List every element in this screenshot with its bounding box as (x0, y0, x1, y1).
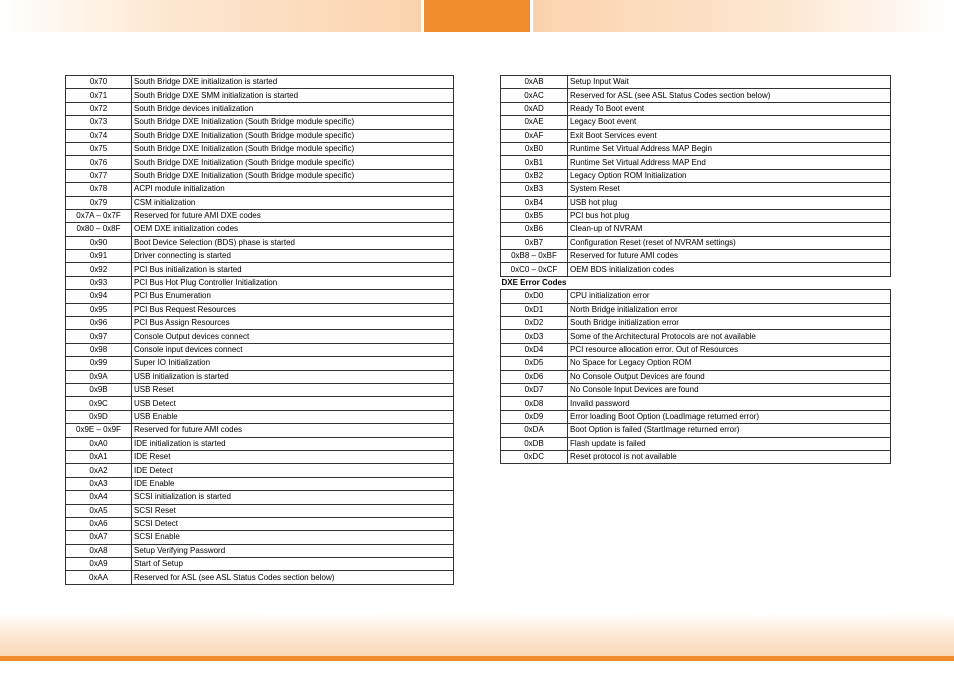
code-description: IDE Reset (132, 450, 454, 463)
code-description: Some of the Architectural Protocols are not available (568, 330, 891, 343)
code-description: Legacy Boot event (568, 116, 891, 129)
code-description: Start of Setup (132, 558, 454, 571)
code-description: ACPI module initialization (132, 183, 454, 196)
table-row (66, 223, 454, 236)
status-code: 0xB4 (501, 196, 568, 209)
status-code: 0x97 (66, 330, 132, 343)
status-code: 0x7A – 0x7F (66, 209, 132, 222)
code-description: Driver connecting is started (132, 250, 454, 263)
table-row (66, 450, 454, 463)
table-row (66, 236, 454, 249)
table-row (501, 196, 891, 209)
code-description: SCSI initialization is started (132, 491, 454, 504)
footer-band (0, 612, 954, 658)
code-description: No Console Input Devices are found (568, 383, 891, 396)
table-row (66, 357, 454, 370)
table-row (66, 397, 454, 410)
table-row (66, 129, 454, 142)
status-code: 0x9A (66, 370, 132, 383)
status-code: 0x95 (66, 303, 132, 316)
table-row (66, 209, 454, 222)
table-row (66, 410, 454, 423)
table-row (501, 129, 891, 142)
code-description: Reset protocol is not available (568, 450, 891, 463)
code-description: USB hot plug (568, 196, 891, 209)
table-row (66, 504, 454, 517)
code-description: Reserved for future AMI codes (132, 424, 454, 437)
header-band-left (0, 0, 421, 32)
code-description: Super IO Initialization (132, 357, 454, 370)
status-code: 0x9E – 0x9F (66, 424, 132, 437)
table-row (66, 383, 454, 396)
table-row (66, 544, 454, 557)
table-row (66, 263, 454, 276)
status-code: 0xD7 (501, 383, 568, 396)
table-row (66, 156, 454, 169)
status-code: 0xDC (501, 450, 568, 463)
table-row (66, 317, 454, 330)
status-code: 0x9D (66, 410, 132, 423)
status-code: 0x75 (66, 142, 132, 155)
table-row (501, 156, 891, 169)
table-row (501, 236, 891, 249)
table-row (501, 410, 891, 423)
table-row (501, 76, 891, 89)
code-description: South Bridge initialization error (568, 317, 891, 330)
code-description: Reserved for future AMI codes (568, 250, 891, 263)
code-description: Console input devices connect (132, 343, 454, 356)
table-row (501, 263, 891, 276)
status-code: 0xB3 (501, 183, 568, 196)
code-description: PCI bus hot plug (568, 209, 891, 222)
code-description: PCI Bus Hot Plug Controller Initialization (132, 276, 454, 289)
status-code: 0xA0 (66, 437, 132, 450)
code-description: PCI Bus initialization is started (132, 263, 454, 276)
table-row (501, 102, 891, 115)
table-row (501, 116, 891, 129)
code-description: USB Enable (132, 410, 454, 423)
code-description: Runtime Set Virtual Address MAP Begin (568, 142, 891, 155)
table-row (501, 357, 891, 370)
table-row (501, 330, 891, 343)
status-code: 0xAC (501, 89, 568, 102)
table-row (501, 183, 891, 196)
code-description: Configuration Reset (reset of NVRAM settings) (568, 236, 891, 249)
table-row (501, 383, 891, 396)
status-code: 0xC0 – 0xCF (501, 263, 568, 276)
footer-accent-bar (0, 656, 954, 661)
code-description: No Space for Legacy Option ROM (568, 357, 891, 370)
status-code: 0xAF (501, 129, 568, 142)
status-code: 0xA4 (66, 491, 132, 504)
table-row (66, 276, 454, 289)
status-code: 0xD2 (501, 317, 568, 330)
status-code: 0xAA (66, 571, 132, 584)
status-code: 0xA8 (66, 544, 132, 557)
code-description: Boot Device Selection (BDS) phase is started (132, 236, 454, 249)
code-description: South Bridge DXE initialization is started (132, 76, 454, 89)
status-code: 0xB2 (501, 169, 568, 182)
table-row (66, 424, 454, 437)
table-row (66, 531, 454, 544)
code-description: OEM DXE initialization codes (132, 223, 454, 236)
code-description: CSM initialization (132, 196, 454, 209)
table-row (501, 169, 891, 182)
status-code: 0x78 (66, 183, 132, 196)
table-row (66, 183, 454, 196)
status-code: 0x96 (66, 317, 132, 330)
code-description: Invalid password (568, 397, 891, 410)
table-row (501, 343, 891, 356)
status-code: 0x76 (66, 156, 132, 169)
table-row (66, 89, 454, 102)
code-description: PCI Bus Assign Resources (132, 317, 454, 330)
code-description: IDE Detect (132, 464, 454, 477)
status-code: 0xD3 (501, 330, 568, 343)
table-row (66, 370, 454, 383)
status-code: 0xD0 (501, 290, 568, 303)
table-row (66, 102, 454, 115)
code-description: Reserved for ASL (see ASL Status Codes section below) (132, 571, 454, 584)
status-code: 0x80 – 0x8F (66, 223, 132, 236)
code-description: South Bridge DXE Initialization (South Bridge module specific) (132, 142, 454, 155)
table-row (66, 571, 454, 584)
status-code: 0x93 (66, 276, 132, 289)
status-code: 0xA7 (66, 531, 132, 544)
table-row (501, 303, 891, 316)
status-code: 0x92 (66, 263, 132, 276)
code-description: North Bridge initialization error (568, 303, 891, 316)
status-code: 0xB6 (501, 223, 568, 236)
code-description: South Bridge devices initialization (132, 102, 454, 115)
header-tab-accent (424, 0, 530, 32)
code-description: PCI Bus Enumeration (132, 290, 454, 303)
code-description: USB Reset (132, 383, 454, 396)
code-description: IDE initialization is started (132, 437, 454, 450)
status-code: 0xAB (501, 76, 568, 89)
code-description: No Console Output Devices are found (568, 370, 891, 383)
status-code: 0xD9 (501, 410, 568, 423)
status-code: 0x9B (66, 383, 132, 396)
status-code: 0x9C (66, 397, 132, 410)
status-code: 0x94 (66, 290, 132, 303)
status-code: 0x73 (66, 116, 132, 129)
code-description: Setup Input Wait (568, 76, 891, 89)
status-code: 0xD4 (501, 343, 568, 356)
table-row (501, 437, 891, 450)
table-row (501, 397, 891, 410)
status-code: 0x79 (66, 196, 132, 209)
status-code: 0x71 (66, 89, 132, 102)
code-description: South Bridge DXE Initialization (South Bridge module specific) (132, 116, 454, 129)
post-code-table-left (65, 75, 454, 585)
code-description: Reserved for future AMI DXE codes (132, 209, 454, 222)
table-row (66, 517, 454, 530)
code-description: Reserved for ASL (see ASL Status Codes section below) (568, 89, 891, 102)
code-description: Error loading Boot Option (LoadImage returned error) (568, 410, 891, 423)
status-code: 0xB5 (501, 209, 568, 222)
code-description: Setup Verifying Password (132, 544, 454, 557)
status-code: 0x99 (66, 357, 132, 370)
code-description: Ready To Boot event (568, 102, 891, 115)
status-code: 0xB0 (501, 142, 568, 155)
table-row (66, 558, 454, 571)
table-row (66, 491, 454, 504)
table-row (501, 209, 891, 222)
code-description: IDE Enable (132, 477, 454, 490)
table-row (501, 424, 891, 437)
status-code: 0xD6 (501, 370, 568, 383)
table-row (66, 437, 454, 450)
table-row (66, 196, 454, 209)
code-description: Legacy Option ROM Initialization (568, 169, 891, 182)
status-code: 0xD8 (501, 397, 568, 410)
table-row (66, 303, 454, 316)
code-description: South Bridge DXE SMM initialization is started (132, 89, 454, 102)
code-description: SCSI Enable (132, 531, 454, 544)
status-code: 0x98 (66, 343, 132, 356)
table-row (66, 464, 454, 477)
code-description: Boot Option is failed (StartImage returned error) (568, 424, 891, 437)
status-code: 0x74 (66, 129, 132, 142)
status-code: 0xDA (501, 424, 568, 437)
status-code: 0xB1 (501, 156, 568, 169)
section-header-row (501, 276, 891, 289)
table-row (501, 317, 891, 330)
status-code: 0xB8 – 0xBF (501, 250, 568, 263)
table-row (66, 343, 454, 356)
table-row (66, 330, 454, 343)
code-description: USB initialization is started (132, 370, 454, 383)
table-row (66, 116, 454, 129)
header-band-right (533, 0, 954, 32)
section-title: DXE Error Codes (501, 276, 891, 289)
code-description: SCSI Detect (132, 517, 454, 530)
code-description: USB Detect (132, 397, 454, 410)
status-code: 0xA9 (66, 558, 132, 571)
code-description: South Bridge DXE Initialization (South Bridge module specific) (132, 169, 454, 182)
code-description: Runtime Set Virtual Address MAP End (568, 156, 891, 169)
table-row (501, 89, 891, 102)
code-description: OEM BDS initialization codes (568, 263, 891, 276)
status-code: 0x70 (66, 76, 132, 89)
table-row (66, 76, 454, 89)
code-description: Exit Boot Services event (568, 129, 891, 142)
code-description: Console Output devices connect (132, 330, 454, 343)
status-code: 0xA1 (66, 450, 132, 463)
code-description: System Reset (568, 183, 891, 196)
table-row (501, 290, 891, 303)
table-row (66, 169, 454, 182)
code-description: Clean-up of NVRAM (568, 223, 891, 236)
code-description: CPU initialization error (568, 290, 891, 303)
status-code: 0xA6 (66, 517, 132, 530)
code-description: PCI Bus Request Resources (132, 303, 454, 316)
table-row (66, 290, 454, 303)
status-code: 0xD5 (501, 357, 568, 370)
code-description: South Bridge DXE Initialization (South Bridge module specific) (132, 156, 454, 169)
status-code: 0xA5 (66, 504, 132, 517)
table-row (501, 223, 891, 236)
code-description: SCSI Reset (132, 504, 454, 517)
status-code: 0xAD (501, 102, 568, 115)
post-code-table-right (500, 75, 891, 464)
status-code: 0xA2 (66, 464, 132, 477)
status-code: 0x77 (66, 169, 132, 182)
code-description: PCI resource allocation error. Out of Resources (568, 343, 891, 356)
table-row (66, 142, 454, 155)
status-code: 0x91 (66, 250, 132, 263)
table-row (501, 450, 891, 463)
status-code: 0xAE (501, 116, 568, 129)
table-row (501, 370, 891, 383)
status-code: 0xD1 (501, 303, 568, 316)
table-row (66, 477, 454, 490)
status-code: 0x90 (66, 236, 132, 249)
table-row (501, 250, 891, 263)
table-row (501, 142, 891, 155)
status-code: 0xDB (501, 437, 568, 450)
status-code: 0x72 (66, 102, 132, 115)
code-description: South Bridge DXE Initialization (South Bridge module specific) (132, 129, 454, 142)
status-code: 0xB7 (501, 236, 568, 249)
table-row (66, 250, 454, 263)
code-description: Flash update is failed (568, 437, 891, 450)
status-code: 0xA3 (66, 477, 132, 490)
